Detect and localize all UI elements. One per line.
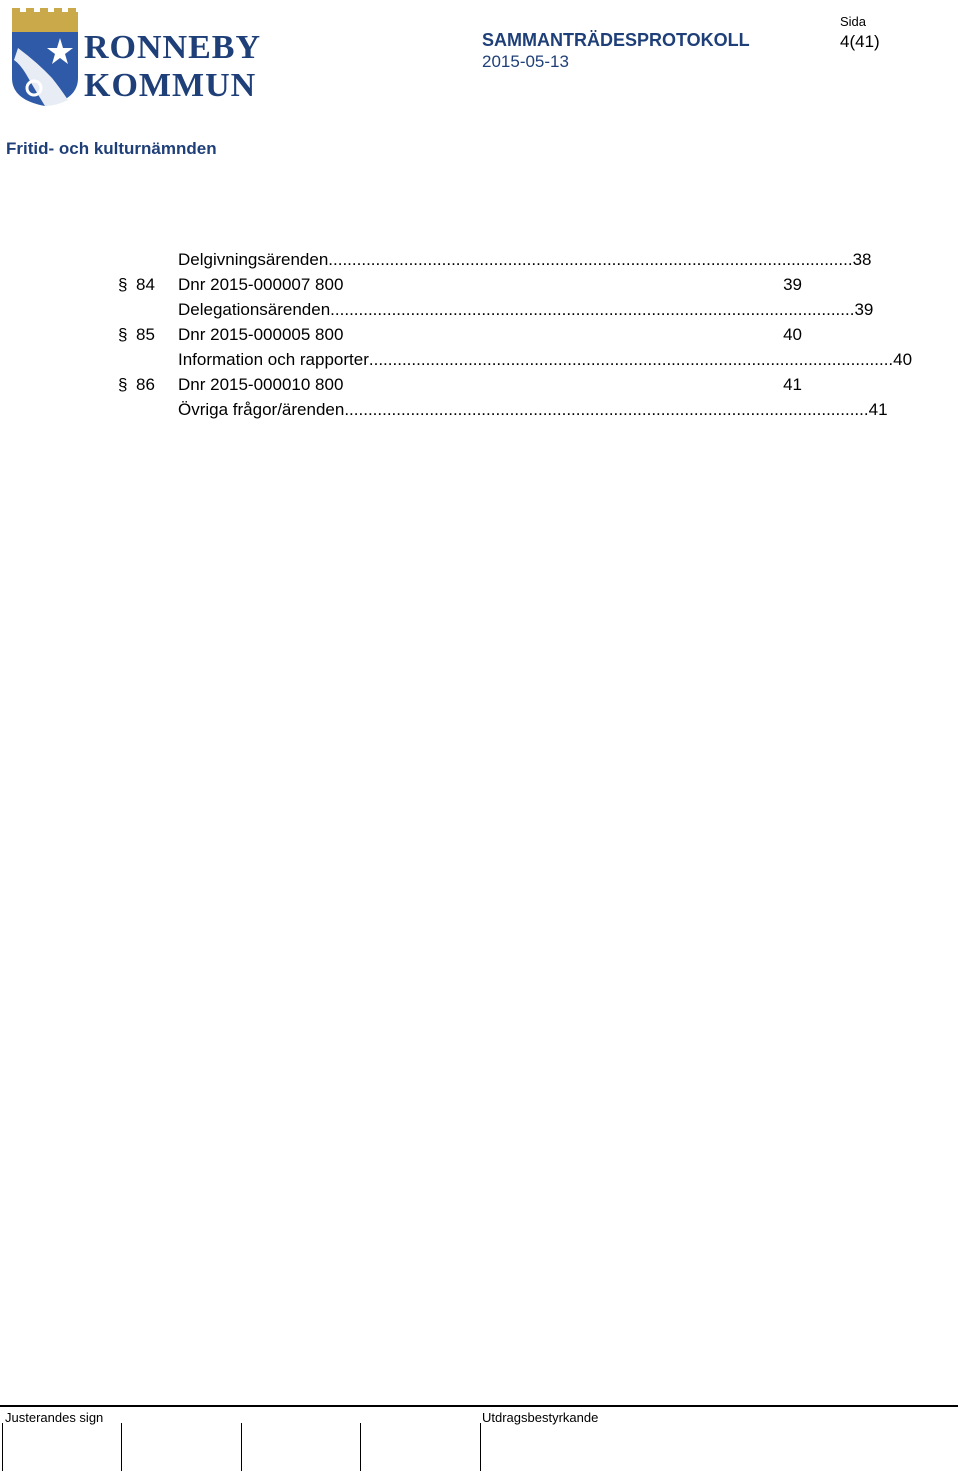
table-of-contents bbox=[118, 247, 913, 422]
toc-entry[interactable] bbox=[118, 397, 888, 422]
toc-entry-page: 39 bbox=[854, 300, 874, 319]
toc-paragraph-header bbox=[118, 272, 802, 297]
paragraph-number: 84 bbox=[136, 275, 155, 294]
dnr-number: Dnr 2015-000010 800 bbox=[178, 375, 344, 394]
toc-leader: ............................................................................................................... bbox=[368, 350, 894, 369]
toc-entry-page: 38 bbox=[852, 250, 872, 269]
dnr-page: 40 bbox=[783, 325, 802, 344]
toc-entry-label: Delegationsärenden bbox=[178, 300, 331, 319]
utdragsbestyrkande-label: Utdragsbestyrkande bbox=[482, 1410, 599, 1425]
dnr-number: Dnr 2015-000005 800 bbox=[178, 325, 344, 344]
meeting-date: 2015-05-13 bbox=[482, 52, 569, 71]
dnr-number: Dnr 2015-000007 800 bbox=[178, 275, 344, 294]
section-sign: § bbox=[118, 275, 128, 294]
section-sign: § bbox=[118, 375, 128, 394]
page-label: Sida bbox=[840, 14, 867, 29]
section-sign: § bbox=[118, 325, 128, 344]
toc-entry-label: Information och rapporter bbox=[178, 350, 369, 369]
toc-entry-label: Övriga frågor/ärenden bbox=[178, 400, 345, 419]
toc-entry[interactable] bbox=[118, 347, 913, 372]
signature-divider bbox=[480, 1423, 481, 1471]
toc-entry[interactable] bbox=[118, 247, 872, 272]
toc-entry-label: Delgivningsärenden bbox=[178, 250, 329, 269]
toc-leader: ............................................................................................................... bbox=[328, 250, 853, 269]
toc-paragraph-header bbox=[118, 322, 802, 347]
document-type: SAMMANTRÄDESPROTOKOLL bbox=[482, 30, 750, 50]
toc-entry-page: 40 bbox=[893, 350, 913, 369]
committee-name: Fritid- och kulturnämnden bbox=[6, 139, 217, 158]
logo-line-2: KOMMUN bbox=[84, 67, 257, 104]
signature-divider bbox=[360, 1423, 361, 1471]
page-number: 4(41) bbox=[840, 32, 880, 51]
signature-footer bbox=[0, 1405, 958, 1472]
signature-divider bbox=[121, 1423, 122, 1471]
justerandes-sign-label: Justerandes sign bbox=[5, 1410, 104, 1425]
coat-of-arms-icon bbox=[8, 8, 264, 108]
toc-leader: ............................................................................................................... bbox=[330, 300, 855, 319]
paragraph-number: 86 bbox=[136, 375, 155, 394]
ronneby-kommun-logo bbox=[8, 8, 264, 108]
logo-line-1: RONNEBY bbox=[84, 29, 262, 66]
paragraph-number: 85 bbox=[136, 325, 155, 344]
toc-entry[interactable] bbox=[118, 297, 874, 322]
dnr-page: 41 bbox=[783, 375, 802, 394]
toc-paragraph-header bbox=[118, 372, 802, 397]
dnr-page: 39 bbox=[783, 275, 802, 294]
signature-divider bbox=[241, 1423, 242, 1471]
signature-divider bbox=[2, 1423, 3, 1471]
toc-leader: ............................................................................................................... bbox=[344, 400, 869, 419]
toc-entry-page: 41 bbox=[868, 400, 888, 419]
